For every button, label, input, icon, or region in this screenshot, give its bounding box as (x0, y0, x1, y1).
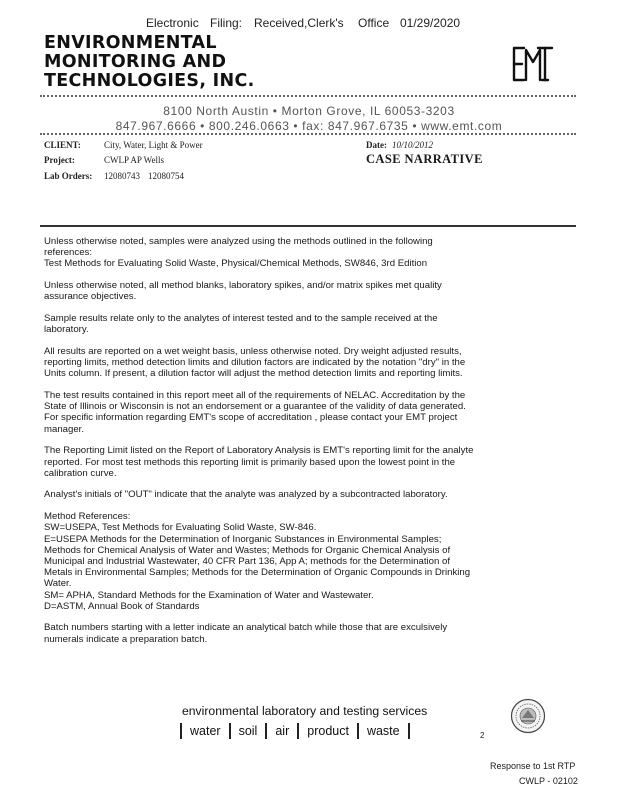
paragraph-wet-weight (44, 346, 514, 380)
paragraph-sample-results (44, 313, 514, 335)
stamp-received: Received,Clerk's (254, 16, 344, 30)
document-id: CWLP - 02102 (519, 776, 578, 786)
text-line: For specific information regarding EMT's scope of accreditation , please contact your EMT project (44, 412, 458, 424)
text-line: references: (44, 247, 92, 259)
services-list (172, 722, 418, 740)
filing-stamp (0, 16, 618, 32)
stamp-filing: Filing: (210, 16, 243, 30)
lab-order-2: 12080754 (148, 171, 184, 181)
text-line: The test results contained in this report meet all of the requirements of NELAC. Accreditation by the (44, 390, 466, 402)
stamp-electronic: Electronic (146, 16, 199, 30)
paragraph-methods (44, 236, 514, 270)
text-line: Test Methods for Evaluating Solid Waste, Physical/Chemical Methods, SW846, 3rd Edition (44, 258, 428, 270)
response-note: Response to 1st RTP (490, 761, 576, 771)
stamp-date: 01/29/2020 (400, 16, 461, 30)
text-line: Municipal and Industrial Wastewater, 40 CFR Part 136, App A; methods for the Determination of (44, 555, 450, 567)
page-number: 2 (480, 731, 485, 740)
paragraph-batch-numbers (44, 622, 514, 644)
lab-order-1: 12080743 (104, 171, 140, 181)
text-line: State of Illinois or Wisconsin is not an endorsement or a guarantee of the validity of data generated. (44, 401, 466, 413)
stamp-office: Office (358, 16, 390, 30)
client-value: City, Water, Light & Power (104, 140, 203, 150)
header-divider-middle (40, 133, 576, 135)
text-line: All results are reported on a wet weight basis, unless otherwise noted. Dry weight adjusted results, (44, 345, 462, 357)
text-line: Analyst's initials of "OUT" indicate that the analyte was analyzed by a subcontracted laboratory. (44, 489, 448, 501)
text-line: reported. For most test methods this reporting limit is primarily based upon the lowest point in the (44, 456, 456, 468)
text-line: Metals in Environmental Samples; Methods for the Determination of Organic Compounds in Drinking (44, 567, 471, 579)
text-line: E=USEPA Methods for the Determination of Inorganic Substances in Environmental Samples; (44, 533, 442, 545)
divider-bar (408, 723, 410, 739)
company-name-line-1: ENVIRONMENTAL (44, 33, 217, 53)
accreditation-seal-icon (510, 698, 546, 734)
divider-bar (357, 723, 359, 739)
text-line: laboratory. (44, 324, 89, 336)
paragraph-nelac (44, 390, 514, 435)
company-name-line-2: MONITORING AND (44, 52, 227, 72)
company-contact: 847.967.6666 • 800.246.0663 • fax: 847.967.6735 • www.emt.com (115, 119, 503, 133)
text-line: The Reporting Limit listed on the Report of Laboratory Analysis is EMT's reporting limit for the analyte (44, 445, 474, 457)
text-line: Methods for Chemical Analysis of Water and Wastes; Methods for Organic Chemical Analysis of (44, 544, 451, 556)
divider-bar (297, 723, 299, 739)
text-line: SM= APHA, Standard Methods for the Examination of Water and Wastewater. (44, 589, 374, 601)
company-name-line-3: TECHNOLOGIES, INC. (44, 71, 255, 91)
client-label: CLIENT: (44, 140, 81, 150)
text-line: reporting limits, method detection limits and dilution factors are indicated by the notation "dry" in the (44, 357, 466, 369)
company-name (44, 34, 255, 91)
text-line: manager. (44, 423, 85, 435)
text-line: Unless otherwise noted, samples were analyzed using the methods outlined in the following (44, 236, 433, 247)
date-label: Date: (366, 140, 387, 150)
paragraph-reporting-limit (44, 445, 514, 479)
paragraph-qa (44, 280, 514, 302)
text-line: numerals indicate a preparation batch. (44, 633, 208, 645)
text-line: D=ASTM, Annual Book of Standards (44, 600, 200, 612)
paragraph-method-references (44, 511, 514, 612)
lab-orders-label: Lab Orders: (44, 171, 93, 181)
divider-bar (265, 723, 267, 739)
service-product: product (307, 724, 349, 738)
text-line: calibration curve. (44, 467, 117, 479)
service-soil: soil (238, 724, 258, 738)
case-narrative-body (44, 236, 514, 655)
service-water: water (190, 724, 221, 738)
footer-tagline: environmental laboratory and testing services (182, 704, 428, 718)
text-line: assurance objectives. (44, 291, 137, 303)
document-title: CASE NARRATIVE (366, 152, 483, 166)
text-line: Units column. If present, a dilution factor will adjust the method detection limits and reporting limits. (44, 368, 463, 380)
text-line: SW=USEPA, Test Methods for Evaluating Solid Waste, SW-846. (44, 522, 317, 534)
text-line: Unless otherwise noted, all method blanks, laboratory spikes, and/or matrix spikes met quality (44, 280, 442, 292)
company-address: 8100 North Austin • Morton Grove, IL 60053-3203 (163, 104, 455, 118)
divider-bar (180, 723, 182, 739)
divider-bar (229, 723, 231, 739)
date-value: 10/10/2012 (392, 140, 434, 150)
project-label: Project: (44, 155, 75, 165)
paragraph-analyst-initials (44, 489, 514, 500)
text-line: Sample results relate only to the analytes of interest tested and to the sample received at the (44, 313, 438, 325)
text-line: Method References: (44, 511, 131, 523)
emt-logo-icon (508, 40, 556, 88)
service-waste: waste (366, 724, 400, 738)
text-line: Batch numbers starting with a letter indicate an analytical batch while those that are exculsively (44, 622, 448, 634)
text-line: Water. (44, 578, 72, 590)
header-divider-bottom (40, 225, 576, 227)
service-air: air (275, 724, 290, 738)
project-value: CWLP AP Wells (104, 155, 164, 165)
header-divider-top (40, 95, 576, 97)
